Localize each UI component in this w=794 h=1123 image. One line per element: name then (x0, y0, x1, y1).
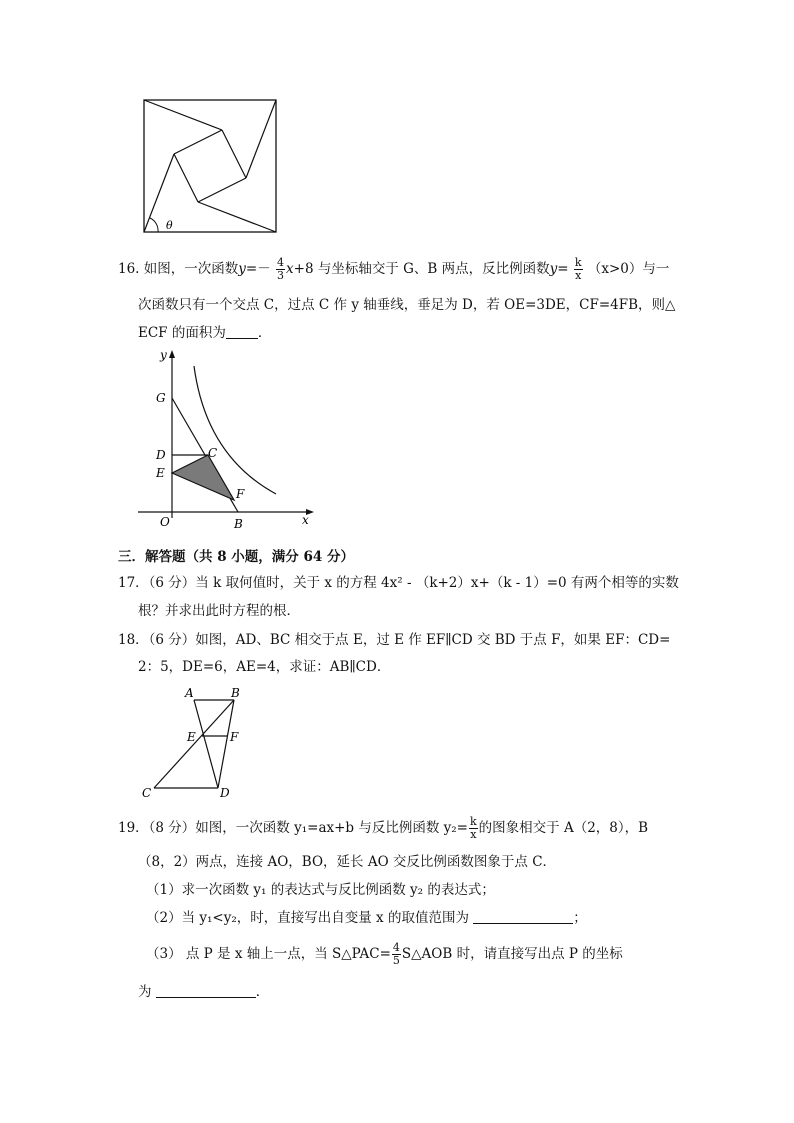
q19-line1: 19．（8 分）如图，一次函数 y₁=ax+b 与反比例函数 y₂= $\frac{k}{x}$ 的图象相交于 A（2，8），B (118, 815, 649, 841)
q18-line2: 2：5，DE=6，AE=4，求证：AB∥CD． (138, 659, 391, 675)
label-F: F (236, 487, 245, 501)
label-B: B (234, 517, 243, 531)
label-x: x (302, 513, 309, 527)
label-y: y (160, 348, 167, 362)
q16-line3: ECF 的面积为 ． (138, 325, 272, 341)
label-C: C (208, 446, 218, 460)
q19-part3-answer: 为 ． (138, 984, 270, 1000)
q19-part1: （1）求一次函数 y₁ 的表达式与反比例函数 y₂ 的表达式； (146, 882, 495, 898)
answer-blank (473, 909, 573, 924)
fraction-k-x: $\frac{k}{x}$ (574, 256, 582, 282)
theta-label: θ (166, 219, 173, 232)
answer-blank (226, 324, 258, 339)
answer-blank (156, 983, 256, 998)
fraction-k-x: $\frac{k}{x}$ (470, 815, 477, 841)
fraction-4-3: $\frac{4}{3}$ (277, 256, 285, 282)
label-A: A (185, 686, 194, 700)
q19-line2: （8，2）两点，连接 AO，BO，延长 AO 交反比例函数图象于点 C． (138, 854, 557, 870)
q17-line1: 17．（6 分）当 k 取何值时，关于 x 的方程 4x² - （k+2）x+（k - 1）=0 有两个相等的实数 (118, 575, 679, 591)
label-E: E (156, 466, 165, 480)
label-D: D (220, 786, 230, 800)
q18-line1: 18．（6 分）如图，AD、BC 相交于点 E，过 E 作 EF∥CD 交 BD 于点 F，如果 EF：CD= (118, 632, 671, 648)
label-B: B (231, 686, 240, 700)
label-D: D (156, 448, 166, 462)
label-O: O (160, 515, 170, 529)
figure-coordinate-graph (134, 346, 324, 538)
label-C: C (142, 786, 152, 800)
figure-square-diagram (140, 96, 282, 236)
label-F: F (230, 730, 239, 744)
label-E: E (187, 730, 196, 744)
q16-line1: 16. 如图，一次函数y=－ $\frac{4}{3}$ x+8 与坐标轴交于 G、B 两点，反比例函数y= $\frac{k}{x}$ （x>0）与一 (118, 256, 670, 282)
q17-line2: 根？并求出此时方程的根． (138, 603, 300, 619)
figure-hourglass (136, 684, 248, 802)
label-G: G (156, 391, 166, 405)
q16-line2: 次函数只有一个交点 C，过点 C 作 y 轴垂线，垂足为 D，若 OE=3DE，CF=4FB，则△ (138, 297, 676, 313)
q19-part2: （2）当 y₁<y₂，时，直接写出自变量 x 的取值范围为 ； (146, 910, 587, 926)
q19-part3: （3） 点 P 是 x 轴上一点，当 S△PAC= $\frac{4}{5}$ S△AOB 时，请直接写出点 P 的坐标 (146, 941, 623, 967)
section-title: 三．解答题（共 8 小题，满分 64 分） (118, 549, 354, 565)
fraction-4-5: $\frac{4}{5}$ (392, 941, 400, 967)
